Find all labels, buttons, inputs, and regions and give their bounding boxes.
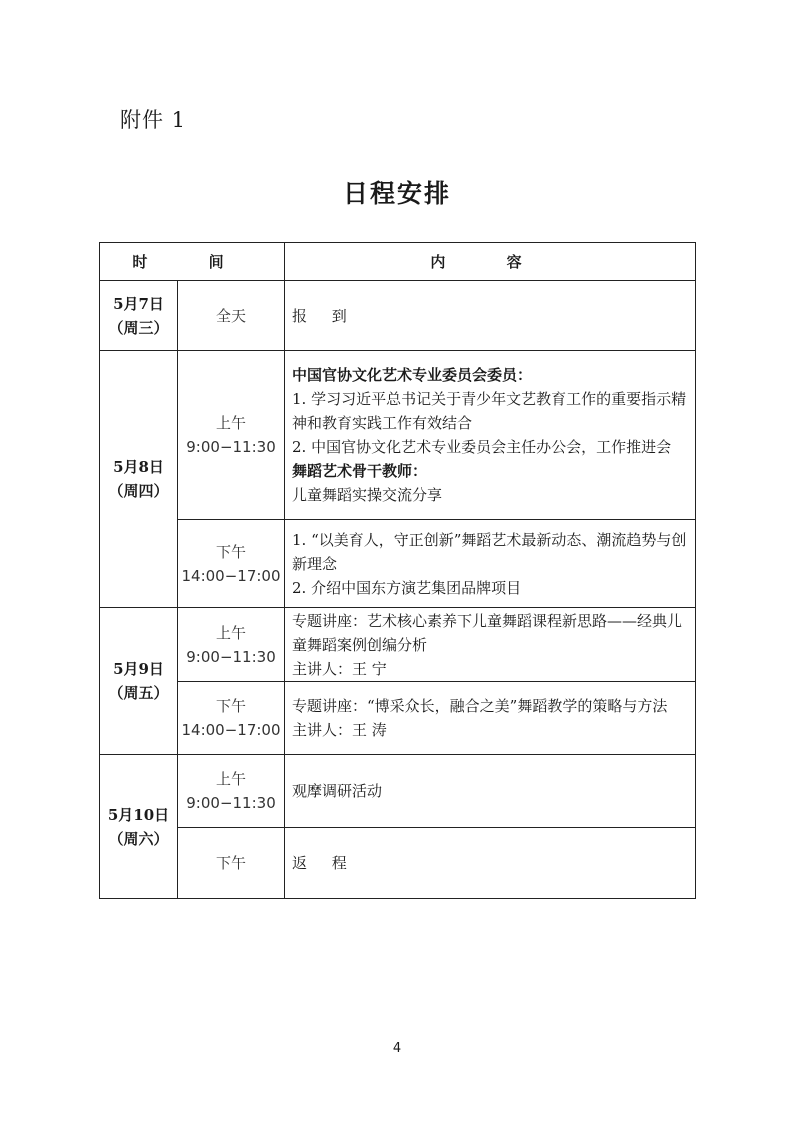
content-item: 2. 介绍中国东方演艺集团品牌项目: [292, 578, 522, 597]
day-date: 5月7日: [113, 294, 164, 313]
table-header-row: [100, 243, 696, 281]
day-cell: [100, 281, 178, 351]
day-weekday: （周六）: [108, 829, 169, 848]
day-weekday: （周四）: [108, 482, 169, 500]
day-cell: [100, 755, 178, 899]
content-cell: [285, 682, 696, 755]
content-item: 1. 学习习近平总书记关于青少年文艺教育工作的重要指示精神和教育实践工作有效结合: [292, 390, 687, 432]
time-cell: 全天: [178, 281, 285, 351]
time-hours: 9:00−11:30: [186, 438, 276, 456]
time-cell: [178, 520, 285, 608]
group-heading: 中国官协文化艺术专业委员会委员：: [292, 366, 533, 384]
content-item: 儿童舞蹈实操交流分享: [292, 486, 443, 504]
day-date: 5月9日: [113, 660, 164, 678]
content-cell: [285, 520, 696, 608]
content-cell: [285, 351, 696, 520]
group-heading: 舞蹈艺术骨干教师：: [292, 462, 428, 480]
content-cell: 返 程: [285, 828, 696, 899]
time-period: 上午: [216, 414, 247, 432]
content-cell: 观摩调研活动: [285, 755, 696, 828]
time-hours: 14:00−17:00: [181, 721, 281, 739]
time-cell: 下午: [178, 828, 285, 899]
lecture-speaker: 主讲人：王 涛: [292, 721, 387, 739]
table-row: [100, 608, 696, 682]
time-cell: [178, 682, 285, 755]
day-cell: [100, 608, 178, 755]
day-weekday: （周五）: [108, 684, 169, 702]
schedule-table: [99, 242, 696, 899]
table-row: [100, 281, 696, 351]
time-hours: 9:00−11:30: [186, 794, 276, 812]
lecture-topic: 专题讲座：“博采众长，融合之美”舞蹈教学的策略与方法: [292, 697, 668, 715]
table-row: [100, 828, 696, 899]
header-content: 内 容: [285, 243, 696, 281]
time-hours: 9:00−11:30: [186, 647, 276, 666]
attachment-label: 附件 1: [120, 108, 187, 132]
table-row: [100, 520, 696, 608]
table-row: [100, 755, 696, 828]
header-time: 时 间: [100, 243, 285, 281]
time-cell: [178, 755, 285, 828]
time-hours: 14:00−17:00: [181, 566, 281, 585]
content-item: 2. 中国官协文化艺术专业委员会主任办公会，工作推进会: [292, 438, 672, 456]
content-item: 1. “以美育人，守正创新”舞蹈艺术最新动态、潮流趋势与创新理念: [292, 530, 687, 573]
content-cell: 报 到: [285, 281, 696, 351]
time-period: 上午: [216, 770, 247, 788]
time-cell: [178, 608, 285, 682]
time-period: 上午: [216, 623, 247, 642]
time-period: 下午: [216, 697, 247, 715]
day-date: 5月10日: [107, 805, 170, 824]
time-period: 下午: [216, 542, 247, 561]
time-cell: [178, 351, 285, 520]
day-weekday: （周三）: [108, 318, 169, 337]
table-row: [100, 682, 696, 755]
page-title: 日程安排: [342, 179, 451, 208]
content-cell: [285, 608, 696, 682]
day-date: 5月8日: [113, 458, 164, 476]
lecture-topic: 专题讲座：艺术核心素养下儿童舞蹈课程新思路——经典儿童舞蹈案例创编分析: [292, 611, 683, 654]
lecture-speaker: 主讲人：王 宁: [292, 659, 387, 678]
day-cell: [100, 351, 178, 608]
page-number: 4: [392, 1041, 402, 1056]
table-row: [100, 351, 696, 520]
